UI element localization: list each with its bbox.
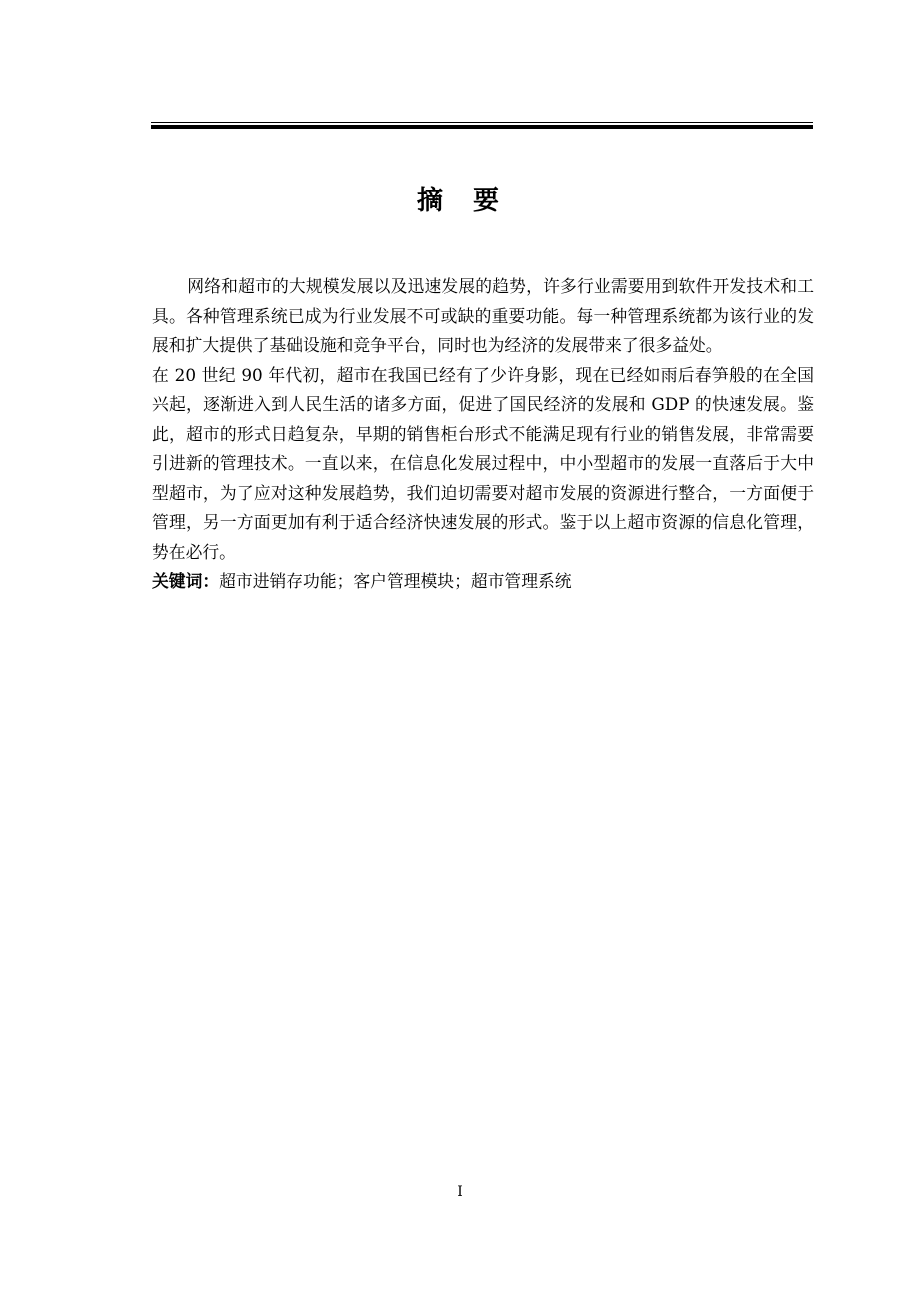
abstract-title [0,180,920,217]
abstract-paragraph-2: 在 20 世纪 90 年代初，超市在我国已经有了少许身影，现在已经如雨后春笋般的在全国兴起，逐渐进入到人民生活的诸多方面，促进了国民经济的发展和 GDP 的快速发展。鉴此，超市的形式日趋复杂，早期的销售柜台形式不能满足现有行业的销售发展，非常需要引进新的管理技术。一直以来，在信息化发展过程中，中小型超市的发展一直落后于大中型超市，为了应对这种发展趋势，我们迫切需要对超市发展的资源进行整合，一方面便于管理，另一方面更加有利于适合经济快速发展的形式。鉴于以上超市资源的信息化管理，势在必行。 [152,364,814,562]
page-number: I [457,1184,463,1200]
abstract-title-right: 要 [473,186,504,216]
keywords-line [152,567,814,597]
abstract-paragraph-1: 网络和超市的大规模发展以及迅速发展的趋势，许多行业需要用到软件开发技术和工具。各种管理系统已成为行业发展不可或缺的重要功能。每一种管理系统都为该行业的发展和扩大提供了基础设施和竞争平台，同时也为经济的发展带来了很多益处。 [152,276,814,355]
header-rule-thin [151,122,813,123]
header-rule-thick [151,125,813,129]
keywords-label: 关键词： [152,571,220,591]
keywords-text: 超市进销存功能；客户管理模块；超市管理系统 [219,571,572,591]
abstract-body [152,272,814,597]
abstract-title-left: 摘 [416,186,447,216]
